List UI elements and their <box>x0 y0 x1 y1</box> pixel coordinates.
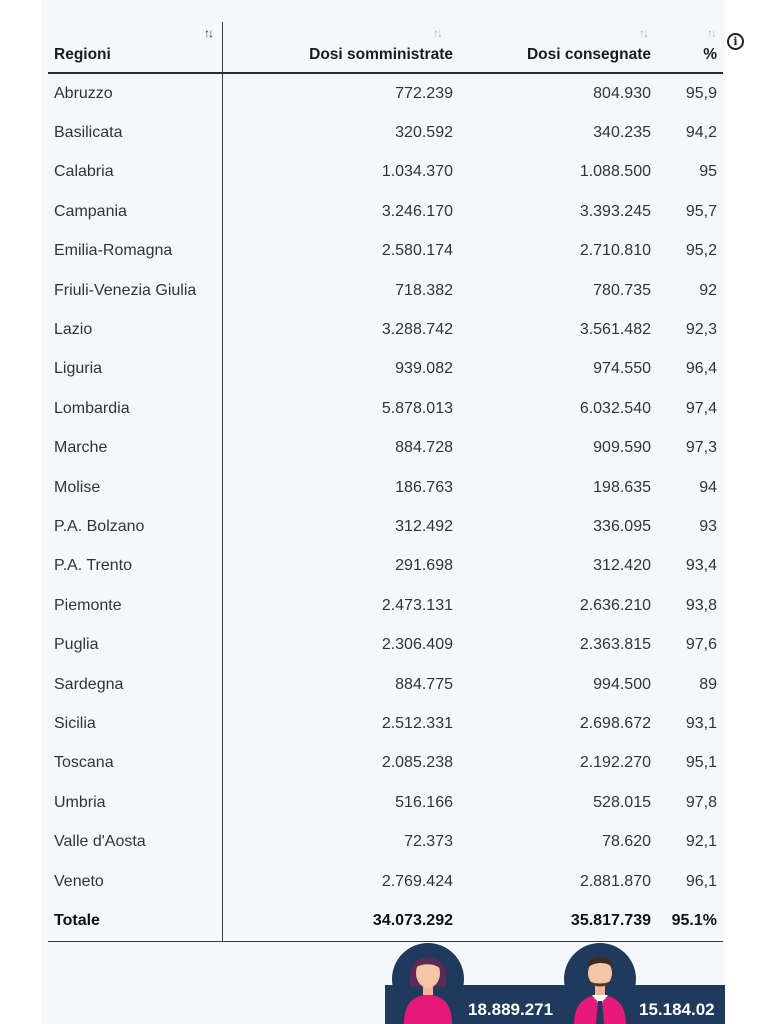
percent-cell: 95,2 <box>685 242 717 260</box>
table-row <box>48 665 723 704</box>
percent-cell: 97,3 <box>685 439 717 457</box>
delivered-cell: 804.930 <box>593 84 651 102</box>
table-row <box>48 586 723 625</box>
administered-cell: 2.769.424 <box>381 872 453 890</box>
region-cell: Basilicata <box>48 113 223 152</box>
delivered-cell: 3.393.245 <box>579 202 651 220</box>
sort-icon[interactable]: ↑↓ <box>707 26 715 40</box>
administered-cell: 3.288.742 <box>381 321 453 339</box>
table-row <box>48 271 723 310</box>
delivered-cell: 78.620 <box>602 833 651 851</box>
column-header-label: % <box>703 46 717 63</box>
total-delivered: 35.817.739 <box>459 901 657 941</box>
region-cell: Piemonte <box>48 586 223 625</box>
delivered-cell: 909.590 <box>593 439 651 457</box>
percent-cell: 95,9 <box>685 84 717 102</box>
column-header-label: Dosi consegnate <box>526 46 651 63</box>
column-header-dosi-consegnate[interactable] <box>459 22 657 73</box>
male-doses-value: 15.184.02 <box>639 1000 715 1019</box>
vaccine-doses-table <box>48 22 723 942</box>
delivered-cell: 2.636.210 <box>579 596 651 614</box>
region-cell: Marche <box>48 429 223 468</box>
table-row <box>48 507 723 546</box>
delivered-cell: 340.235 <box>593 124 651 142</box>
table-row <box>48 704 723 743</box>
table-row <box>48 547 723 586</box>
region-cell: Liguria <box>48 350 223 389</box>
percent-cell: 92,1 <box>685 833 717 851</box>
table-body <box>48 73 723 901</box>
column-header-label: Dosi somministrate <box>309 46 453 63</box>
percent-cell: 96,1 <box>685 872 717 890</box>
administered-cell: 1.034.370 <box>381 163 453 181</box>
delivered-cell: 994.500 <box>593 675 651 693</box>
region-cell: Emilia-Romagna <box>48 232 223 271</box>
table-row <box>48 350 723 389</box>
administered-cell: 718.382 <box>395 281 453 299</box>
delivered-cell: 2.192.270 <box>579 754 651 772</box>
administered-cell: 884.728 <box>395 439 453 457</box>
percent-cell: 94,2 <box>685 124 717 142</box>
administered-cell: 2.085.238 <box>381 754 453 772</box>
table-row <box>48 310 723 349</box>
table-row <box>48 468 723 507</box>
table-header-row <box>48 22 723 73</box>
administered-cell: 2.512.331 <box>381 714 453 732</box>
region-cell: Lombardia <box>48 389 223 428</box>
table-row <box>48 625 723 664</box>
total-percent: 95.1% <box>657 901 723 941</box>
percent-cell: 96,4 <box>685 360 717 378</box>
region-cell: P.A. Bolzano <box>48 507 223 546</box>
delivered-cell: 2.710.810 <box>579 242 651 260</box>
sort-icon[interactable]: ↑↓ <box>204 26 212 40</box>
administered-cell: 2.473.131 <box>381 596 453 614</box>
administered-cell: 5.878.013 <box>381 399 453 417</box>
delivered-cell: 6.032.540 <box>579 399 651 417</box>
delivered-cell: 2.363.815 <box>579 636 651 654</box>
region-cell: Abruzzo <box>48 73 223 113</box>
region-cell: Sicilia <box>48 704 223 743</box>
table-row <box>48 232 723 271</box>
sort-icon[interactable]: ↑↓ <box>639 26 647 40</box>
administered-cell: 186.763 <box>395 478 453 496</box>
sort-icon[interactable]: ↑↓ <box>433 26 441 40</box>
delivered-cell: 198.635 <box>593 478 651 496</box>
total-label: Totale <box>48 901 223 941</box>
delivered-cell: 312.420 <box>593 557 651 575</box>
administered-cell: 2.580.174 <box>381 242 453 260</box>
administered-cell: 312.492 <box>395 517 453 535</box>
percent-cell: 93,1 <box>685 714 717 732</box>
woman-avatar-icon <box>390 931 466 1024</box>
delivered-cell: 3.561.482 <box>579 321 651 339</box>
administered-cell: 772.239 <box>395 84 453 102</box>
table-row <box>48 429 723 468</box>
percent-cell: 93,8 <box>685 596 717 614</box>
table-row <box>48 153 723 192</box>
column-header-regioni[interactable] <box>48 22 223 73</box>
percent-cell: 97,8 <box>685 793 717 811</box>
region-cell: Friuli-Venezia Giulia <box>48 271 223 310</box>
delivered-cell: 336.095 <box>593 517 651 535</box>
region-cell: Puglia <box>48 625 223 664</box>
percent-cell: 95,7 <box>685 202 717 220</box>
delivered-cell: 974.550 <box>593 360 651 378</box>
delivered-cell: 1.088.500 <box>579 163 651 181</box>
administered-cell: 516.166 <box>395 793 453 811</box>
administered-cell: 291.698 <box>395 557 453 575</box>
delivered-cell: 2.698.672 <box>579 714 651 732</box>
region-cell: Campania <box>48 192 223 231</box>
table-row <box>48 389 723 428</box>
region-cell: Molise <box>48 468 223 507</box>
administered-cell: 939.082 <box>395 360 453 378</box>
region-cell: P.A. Trento <box>48 547 223 586</box>
percent-cell: 97,6 <box>685 636 717 654</box>
region-cell: Lazio <box>48 310 223 349</box>
table-row <box>48 822 723 861</box>
percent-cell: 93 <box>699 517 717 535</box>
region-cell: Sardegna <box>48 665 223 704</box>
delivered-cell: 2.881.870 <box>579 872 651 890</box>
region-cell: Toscana <box>48 744 223 783</box>
info-icon[interactable]: i <box>727 33 744 50</box>
percent-cell: 92 <box>699 281 717 299</box>
column-header-percent[interactable] <box>657 22 723 73</box>
administered-cell: 320.592 <box>395 124 453 142</box>
percent-cell: 97,4 <box>685 399 717 417</box>
region-cell: Valle d'Aosta <box>48 822 223 861</box>
percent-cell: 93,4 <box>685 557 717 575</box>
delivered-cell: 528.015 <box>593 793 651 811</box>
percent-cell: 89 <box>699 675 717 693</box>
table-row <box>48 744 723 783</box>
region-cell: Calabria <box>48 153 223 192</box>
total-administered: 34.073.292 <box>223 901 460 941</box>
administered-cell: 3.246.170 <box>381 202 453 220</box>
percent-cell: 92,3 <box>685 321 717 339</box>
table-row <box>48 783 723 822</box>
administered-cell: 2.306.409 <box>381 636 453 654</box>
man-avatar-icon <box>562 931 638 1024</box>
table-row <box>48 192 723 231</box>
delivered-cell: 780.735 <box>593 281 651 299</box>
percent-cell: 95,1 <box>685 754 717 772</box>
table-row <box>48 862 723 901</box>
female-doses-value: 18.889.271 <box>468 1000 554 1019</box>
region-cell: Veneto <box>48 862 223 901</box>
table-row <box>48 113 723 152</box>
region-cell: Umbria <box>48 783 223 822</box>
column-header-label: Regioni <box>54 46 111 63</box>
column-header-dosi-somministrate[interactable] <box>223 22 460 73</box>
percent-cell: 95 <box>699 163 717 181</box>
table-row <box>48 73 723 113</box>
administered-cell: 72.373 <box>404 833 453 851</box>
administered-cell: 884.775 <box>395 675 453 693</box>
percent-cell: 94 <box>699 478 717 496</box>
